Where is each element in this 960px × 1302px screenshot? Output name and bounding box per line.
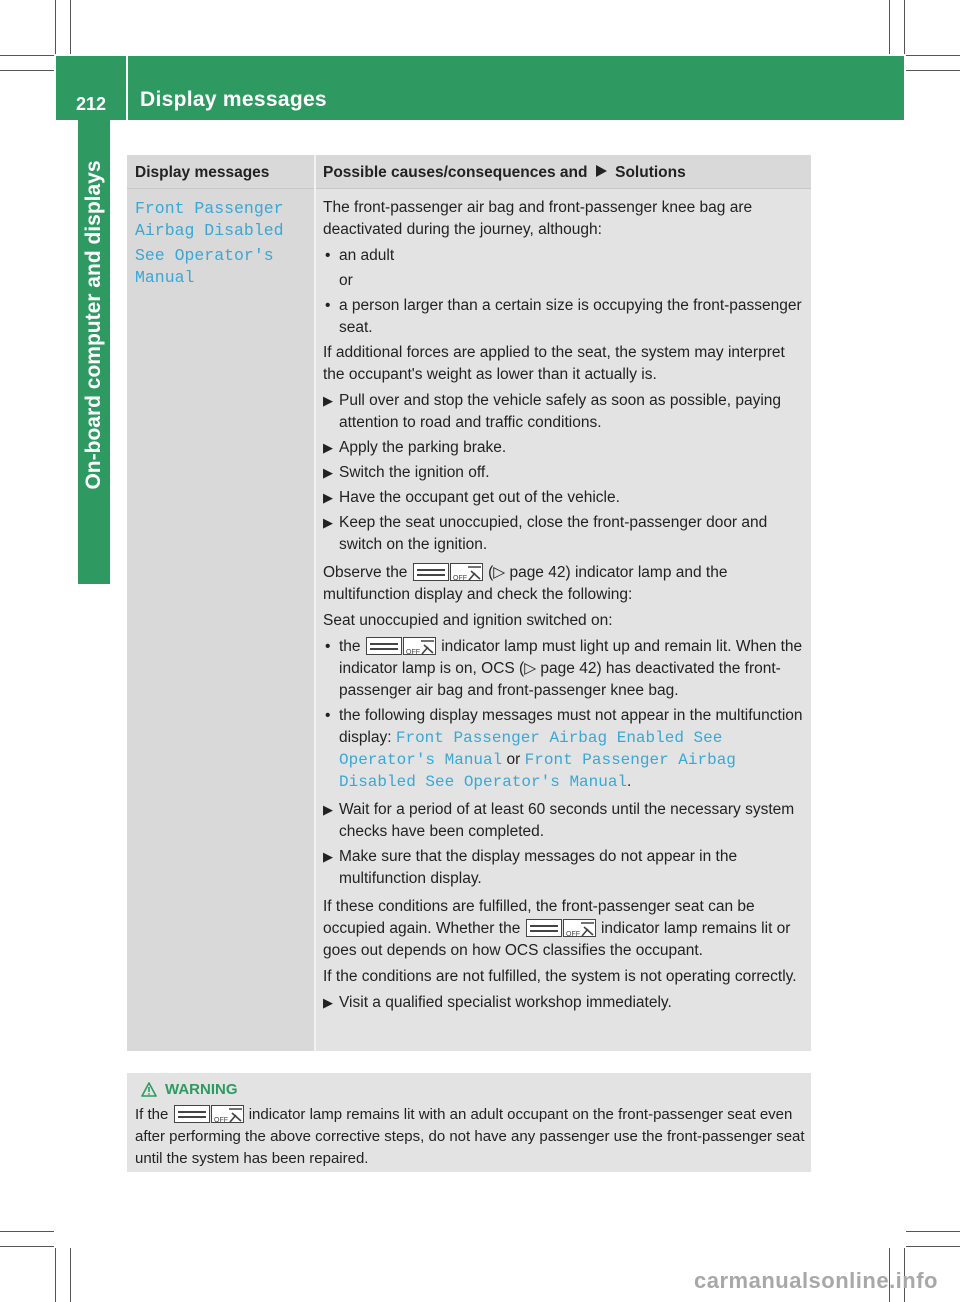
step-arrow-icon: ▶: [323, 393, 333, 408]
bullet-item: • an adult: [323, 245, 807, 267]
watermark: carmanualsonline.info: [694, 1268, 938, 1293]
step-text: Apply the parking brake.: [339, 439, 507, 456]
display-messages-table: [127, 155, 811, 1051]
step-arrow-icon: ▶: [323, 465, 333, 480]
passenger-airbag-off-indicator-icon: [413, 563, 483, 581]
message-line: Airbag Disabled: [135, 221, 284, 240]
side-tab-label-box: [78, 120, 110, 530]
crop-mark: [904, 0, 905, 54]
page-number: 212: [75, 94, 107, 114]
bullet-item: [323, 636, 807, 702]
svg-text:OFF: OFF: [213, 1117, 228, 1124]
period-text: .: [627, 773, 632, 790]
message-column: [127, 189, 314, 1051]
crop-mark: [55, 1248, 56, 1302]
observe-ref-text: (▷ page 42) indicator lamp and the multifunction display and check the following:: [323, 564, 728, 603]
warning-text-rest: indicator lamp remains lit with an adult occupant on the front-passenger seat even after performing the above corrective steps, do not have any passenger use the front-passenger seat until the system has been repaired.: [135, 1106, 805, 1167]
step-text: Visit a qualified specialist workshop immediately.: [339, 994, 672, 1011]
col-header-causes: [323, 155, 686, 189]
display-message-enabled: Front Passenger Airbag Enabled See Operator's Manual: [339, 729, 723, 769]
crop-mark: [70, 0, 71, 54]
col-header-solutions-text: Solutions: [615, 164, 686, 181]
bullet-item: • a person larger than a certain size is occupying the front-passenger seat.: [323, 295, 807, 339]
page-title: Display messages: [140, 88, 327, 111]
crop-mark: [889, 0, 890, 54]
not-fulfilled-paragraph: If the conditions are not fulfilled, the system is not operating correctly.: [323, 968, 797, 985]
step-arrow-icon: ▶: [323, 802, 333, 817]
step-arrow-icon: ▶: [323, 490, 333, 505]
crop-mark: [55, 0, 56, 54]
crop-mark: [906, 1246, 960, 1247]
crop-mark: [906, 1231, 960, 1232]
bullet-text: the: [339, 638, 361, 655]
warning-box: [127, 1073, 811, 1172]
step-text: Switch the ignition off.: [339, 464, 490, 481]
step-arrow-icon: ▶: [323, 440, 333, 455]
crop-mark: [906, 55, 960, 56]
step-text: Make sure that the display messages do not appear in the multifunction display.: [339, 848, 738, 887]
step-text: Have the occupant get out of the vehicle.: [339, 489, 620, 506]
warning-triangle-icon: [141, 1082, 157, 1097]
message-line: See Operator's: [135, 246, 274, 265]
bullet-item: [323, 705, 807, 793]
fulfilled-text-rest: indicator lamp remains lit or goes out depends on how OCS classifies the occupant.: [323, 920, 791, 959]
step-item: [323, 487, 807, 509]
step-item: [323, 799, 807, 843]
warning-heading-text: WARNING: [165, 1081, 238, 1098]
warning-heading: [141, 1079, 238, 1101]
bullet-text: the following display messages must not appear in the multifunction display:: [339, 707, 803, 746]
fulfilled-text: If these conditions are fulfilled, the front-passenger seat can be occupied again. Whether the: [323, 898, 755, 937]
step-arrow-icon: ▶: [323, 995, 333, 1010]
step-text: Pull over and stop the vehicle safely as soon as possible, paying attention to road and traffic conditions.: [339, 392, 782, 431]
seat-unoccupied-paragraph: Seat unoccupied and ignition switched on:: [323, 612, 613, 629]
observe-paragraph: [323, 562, 807, 606]
crop-mark: [0, 55, 54, 56]
step-arrow-icon: ▶: [323, 515, 333, 530]
warning-text-start: If the: [135, 1106, 169, 1123]
crop-mark: [906, 70, 960, 71]
svg-text:OFF: OFF: [565, 931, 580, 938]
step-text: Wait for a period of at least 60 seconds until the necessary system checks have been completed.: [339, 801, 795, 840]
header-divider: [126, 56, 128, 120]
col-header-causes-text: Possible causes/consequences and: [323, 164, 588, 181]
step-item: [323, 462, 807, 484]
svg-text:OFF: OFF: [405, 649, 420, 656]
column-divider: [314, 155, 316, 1051]
crop-mark: [0, 70, 54, 71]
or-text: or: [339, 272, 353, 289]
passenger-airbag-off-indicator-icon: [174, 1105, 244, 1123]
step-item: [323, 846, 807, 890]
step-arrow-icon: ▶: [323, 849, 333, 864]
bullet-text: indicator lamp must light up and remain lit. When the indicator lamp is on, OCS (▷ page 42) has deactivated the front-passenger air bag and front-passenger knee bag.: [339, 638, 803, 699]
or-inline-text: or: [506, 751, 521, 768]
crop-mark: [0, 1231, 54, 1232]
message-line: Front Passenger: [135, 199, 284, 218]
step-text: Keep the seat unoccupied, close the front-passenger door and switch on the ignition.: [339, 514, 768, 553]
svg-text:OFF: OFF: [452, 575, 467, 582]
observe-text: Observe the: [323, 564, 408, 581]
table-header: [127, 155, 811, 189]
passenger-airbag-off-indicator-icon: [366, 637, 436, 655]
crop-mark: [0, 1246, 54, 1247]
arrow-right-icon: [595, 164, 608, 178]
side-tab-label: On-board computer and displays: [82, 160, 105, 490]
passenger-airbag-off-indicator-icon: [526, 919, 596, 937]
display-message-disabled: Front Passenger Airbag Disabled See Operator's Manual: [339, 751, 736, 791]
solutions-content: [323, 197, 807, 1017]
additional-forces-paragraph: If additional forces are applied to the seat, the system may interpret the occupant's weight as lower than it actually is.: [323, 344, 785, 383]
crop-mark: [70, 1248, 71, 1302]
warning-text: [135, 1104, 805, 1170]
step-item: [323, 390, 807, 434]
step-item: [323, 437, 807, 459]
col-header-display-messages: Display messages: [135, 164, 270, 181]
step-item: [323, 512, 807, 556]
step-item: [323, 992, 807, 1014]
fulfilled-paragraph: [323, 896, 807, 962]
intro-paragraph: The front-passenger air bag and front-passenger knee bag are deactivated during the journey, although:: [323, 199, 753, 238]
message-line: Manual: [135, 268, 195, 287]
